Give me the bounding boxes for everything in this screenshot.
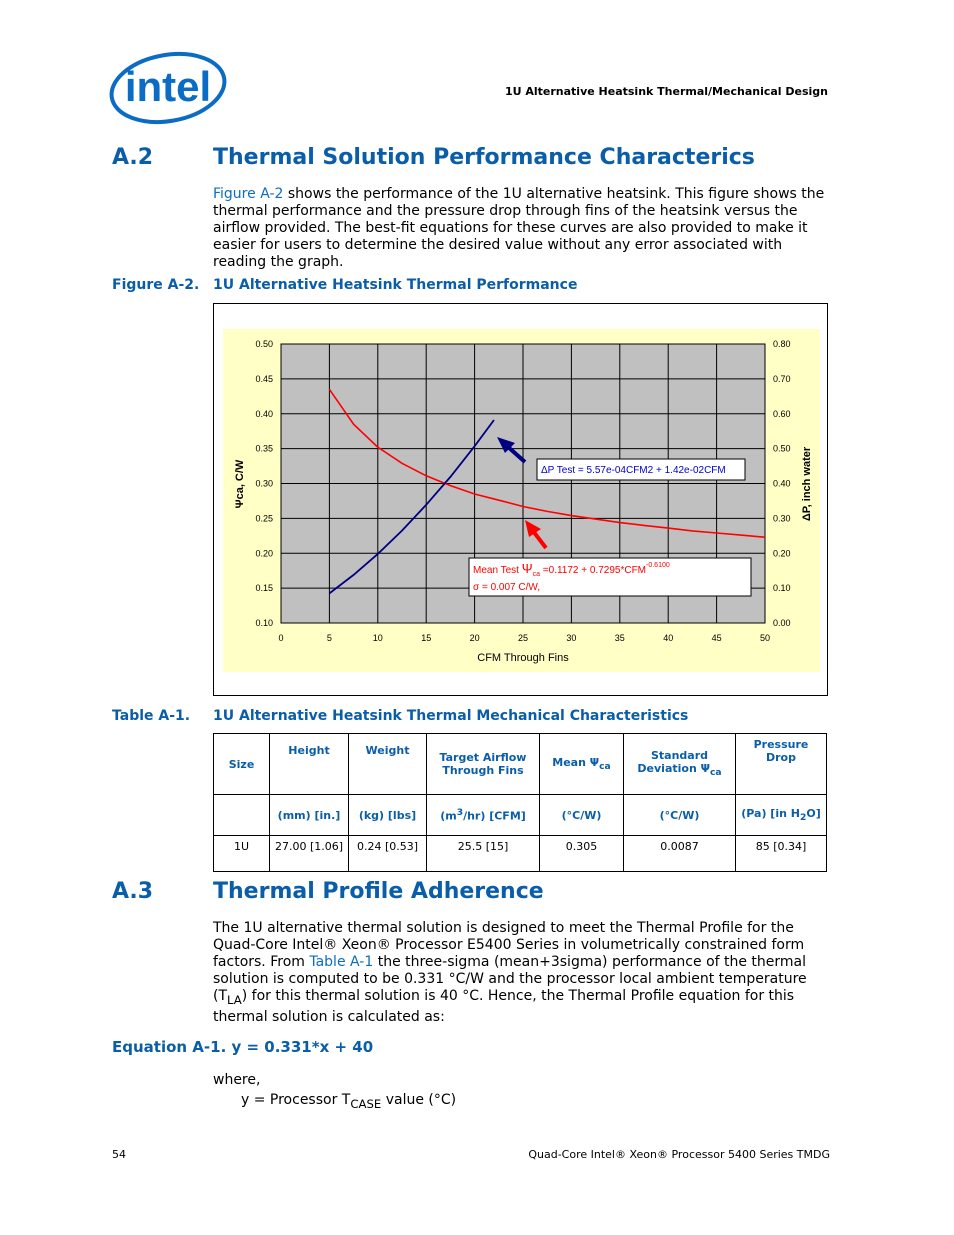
y-right-tick-label: 0.20	[773, 548, 791, 559]
figure-label: Figure A-2.	[112, 277, 200, 293]
header-height: Height	[270, 734, 349, 795]
units-size	[214, 795, 270, 836]
table-units-row	[214, 795, 827, 836]
units-pressure-sub: 2	[799, 812, 807, 824]
document-title: Quad-Core Intel® Xeon® Processor 5400 Series TMDG	[528, 1148, 830, 1161]
y-left-tick-label: 0.30	[255, 478, 273, 489]
section-number: A.3	[112, 879, 154, 904]
where-text: where,	[213, 1072, 261, 1088]
section-a3-paragraph	[213, 920, 833, 1026]
intel-logo-text: intel	[124, 63, 212, 110]
table-label: Table A-1.	[112, 708, 191, 724]
cell-std: 0.0087	[624, 836, 736, 872]
cell-height: 27.00 [1.06]	[270, 836, 349, 872]
equation-a1: Equation A-1. y = 0.331*x + 40	[112, 1038, 374, 1056]
y-right-tick-labels	[773, 339, 791, 628]
x-tick-label: 35	[614, 633, 625, 643]
x-tick-label: 0	[278, 633, 284, 643]
cell-weight: 0.24 [0.53]	[349, 836, 427, 872]
table-row	[214, 836, 827, 872]
paragraph-text-c: ) for this thermal solution is 40 °C. Hence, the Thermal Profile equation for this thermal solution is calculated as:	[213, 988, 795, 1025]
units-pressure-a: (Pa) [in H	[741, 806, 800, 820]
y-right-tick-label: 0.80	[773, 339, 791, 349]
header-std-sub: ca	[709, 767, 722, 779]
page-number: 54	[112, 1148, 126, 1161]
units-mean: (°C/W)	[540, 795, 624, 836]
y-left-axis-label: Ψca, C/W	[234, 459, 246, 509]
units-airflow-sup: 3	[456, 807, 464, 819]
y-definition-a: y = Processor T	[241, 1092, 351, 1108]
units-pressure	[736, 795, 827, 836]
cell-airflow: 25.5 [15]	[427, 836, 540, 872]
section-number: A.2	[112, 145, 154, 170]
units-weight: (kg) [lbs]	[349, 795, 427, 836]
header-mean-text: Mean Ψ	[552, 755, 600, 769]
tla-subscript: LA	[227, 992, 242, 1007]
header-airflow: Target Airflow Through Fins	[427, 734, 540, 795]
x-tick-label: 40	[663, 633, 674, 643]
header-weight: Weight	[349, 734, 427, 795]
figure-a2-link[interactable]: Figure A-2	[213, 186, 284, 202]
y-definition-b: value (°C)	[381, 1092, 457, 1108]
y-right-axis-label: ΔP, inch water	[801, 446, 813, 522]
intel-logo	[108, 48, 230, 128]
y-left-tick-label: 0.25	[255, 513, 273, 524]
table-title: 1U Alternative Heatsink Thermal Mechanical Characteristics	[213, 708, 689, 724]
paragraph-text-b: the three-sigma (mean+3sigma) performance of the thermal solution is computed to be 0.331 °C/W and the processor local ambient temperature (T	[213, 954, 807, 1004]
header-pressure: Pressure Drop	[736, 734, 827, 795]
y-right-tick-label: 0.00	[773, 618, 791, 628]
table-header-row	[214, 734, 827, 795]
section-a2-paragraph	[213, 186, 833, 271]
cell-pressure: 85 [0.34]	[736, 836, 827, 872]
paragraph-text-a: The 1U alternative thermal solution is designed to meet the Thermal Profile for the Quad-Core Intel® Xeon® Processor E5400 Series in volumetrically constrained form factors. From	[213, 920, 805, 970]
sigma-text: σ = 0.007 C/W,	[473, 582, 541, 593]
tcase-subscript: CASE	[350, 1096, 382, 1111]
y-right-tick-label: 0.60	[773, 408, 791, 419]
x-tick-label: 15	[421, 633, 432, 643]
units-airflow	[427, 795, 540, 836]
y-left-tick-label: 0.40	[255, 408, 273, 419]
y-right-tick-label: 0.70	[773, 373, 791, 384]
units-airflow-b: /hr) [CFM]	[463, 809, 526, 823]
header-size: Size	[214, 734, 270, 795]
x-tick-label: 50	[759, 633, 771, 643]
cell-mean: 0.305	[540, 836, 624, 872]
y-definition	[241, 1092, 831, 1113]
y-left-tick-label: 0.10	[255, 618, 273, 628]
x-tick-label: 25	[517, 633, 529, 643]
y-right-tick-label: 0.30	[773, 513, 791, 524]
running-header: 1U Alternative Heatsink Thermal/Mechanical Design	[504, 85, 828, 98]
thermal-performance-chart	[223, 329, 820, 672]
characteristics-table	[213, 733, 827, 872]
mean-prefix: Mean Test	[473, 565, 522, 576]
units-std: (°C/W)	[624, 795, 736, 836]
y-left-tick-label: 0.20	[255, 548, 273, 559]
header-std-text: Standard Deviation Ψ	[637, 749, 710, 776]
figure-title: 1U Alternative Heatsink Thermal Performance	[213, 277, 578, 293]
cell-size: 1U	[214, 836, 270, 872]
units-pressure-b: O]	[806, 806, 821, 820]
mean-symbol-sub: ca	[532, 571, 541, 578]
x-tick-label: 30	[566, 633, 577, 643]
x-tick-label: 45	[711, 633, 722, 643]
mean-exponent: -0.6100	[646, 562, 670, 569]
dp-equation-text: ΔP Test = 5.57e-04CFM2 + 1.42e-02CFM	[541, 465, 726, 476]
header-mean	[540, 734, 624, 795]
y-left-tick-label: 0.50	[255, 339, 273, 349]
header-mean-sub: ca	[599, 761, 611, 773]
header-std	[624, 734, 736, 795]
y-left-tick-label: 0.15	[255, 583, 273, 594]
x-axis-label: CFM Through Fins	[477, 652, 569, 664]
y-right-tick-label: 0.50	[773, 443, 791, 454]
y-left-tick-labels	[255, 339, 273, 628]
y-left-tick-label: 0.45	[255, 373, 273, 384]
y-right-tick-label: 0.10	[773, 583, 791, 594]
units-height: (mm) [in.]	[270, 795, 349, 836]
section-title: Thermal Profile Adherence	[213, 879, 544, 904]
table-a1-link[interactable]: Table A-1	[309, 954, 374, 970]
y-left-tick-label: 0.35	[255, 443, 273, 454]
x-tick-label: 10	[372, 633, 383, 643]
section-title: Thermal Solution Performance Characterics	[213, 145, 755, 170]
y-right-tick-label: 0.40	[773, 478, 791, 489]
paragraph-text: shows the performance of the 1U alternative heatsink. This figure shows the thermal performance and the pressure drop through fins of the heatsink versus the airflow provided. The best-fit equations for these curves are also provided to make it easier for users to determine the desired value without any error associated with reading the graph.	[213, 186, 825, 270]
mean-symbol: Ψ	[521, 561, 533, 576]
mean-equation: =0.1172 + 0.7295*CFM	[540, 565, 647, 576]
x-tick-label: 5	[326, 633, 332, 643]
units-airflow-a: (m	[440, 809, 457, 823]
x-tick-label: 20	[469, 633, 480, 643]
